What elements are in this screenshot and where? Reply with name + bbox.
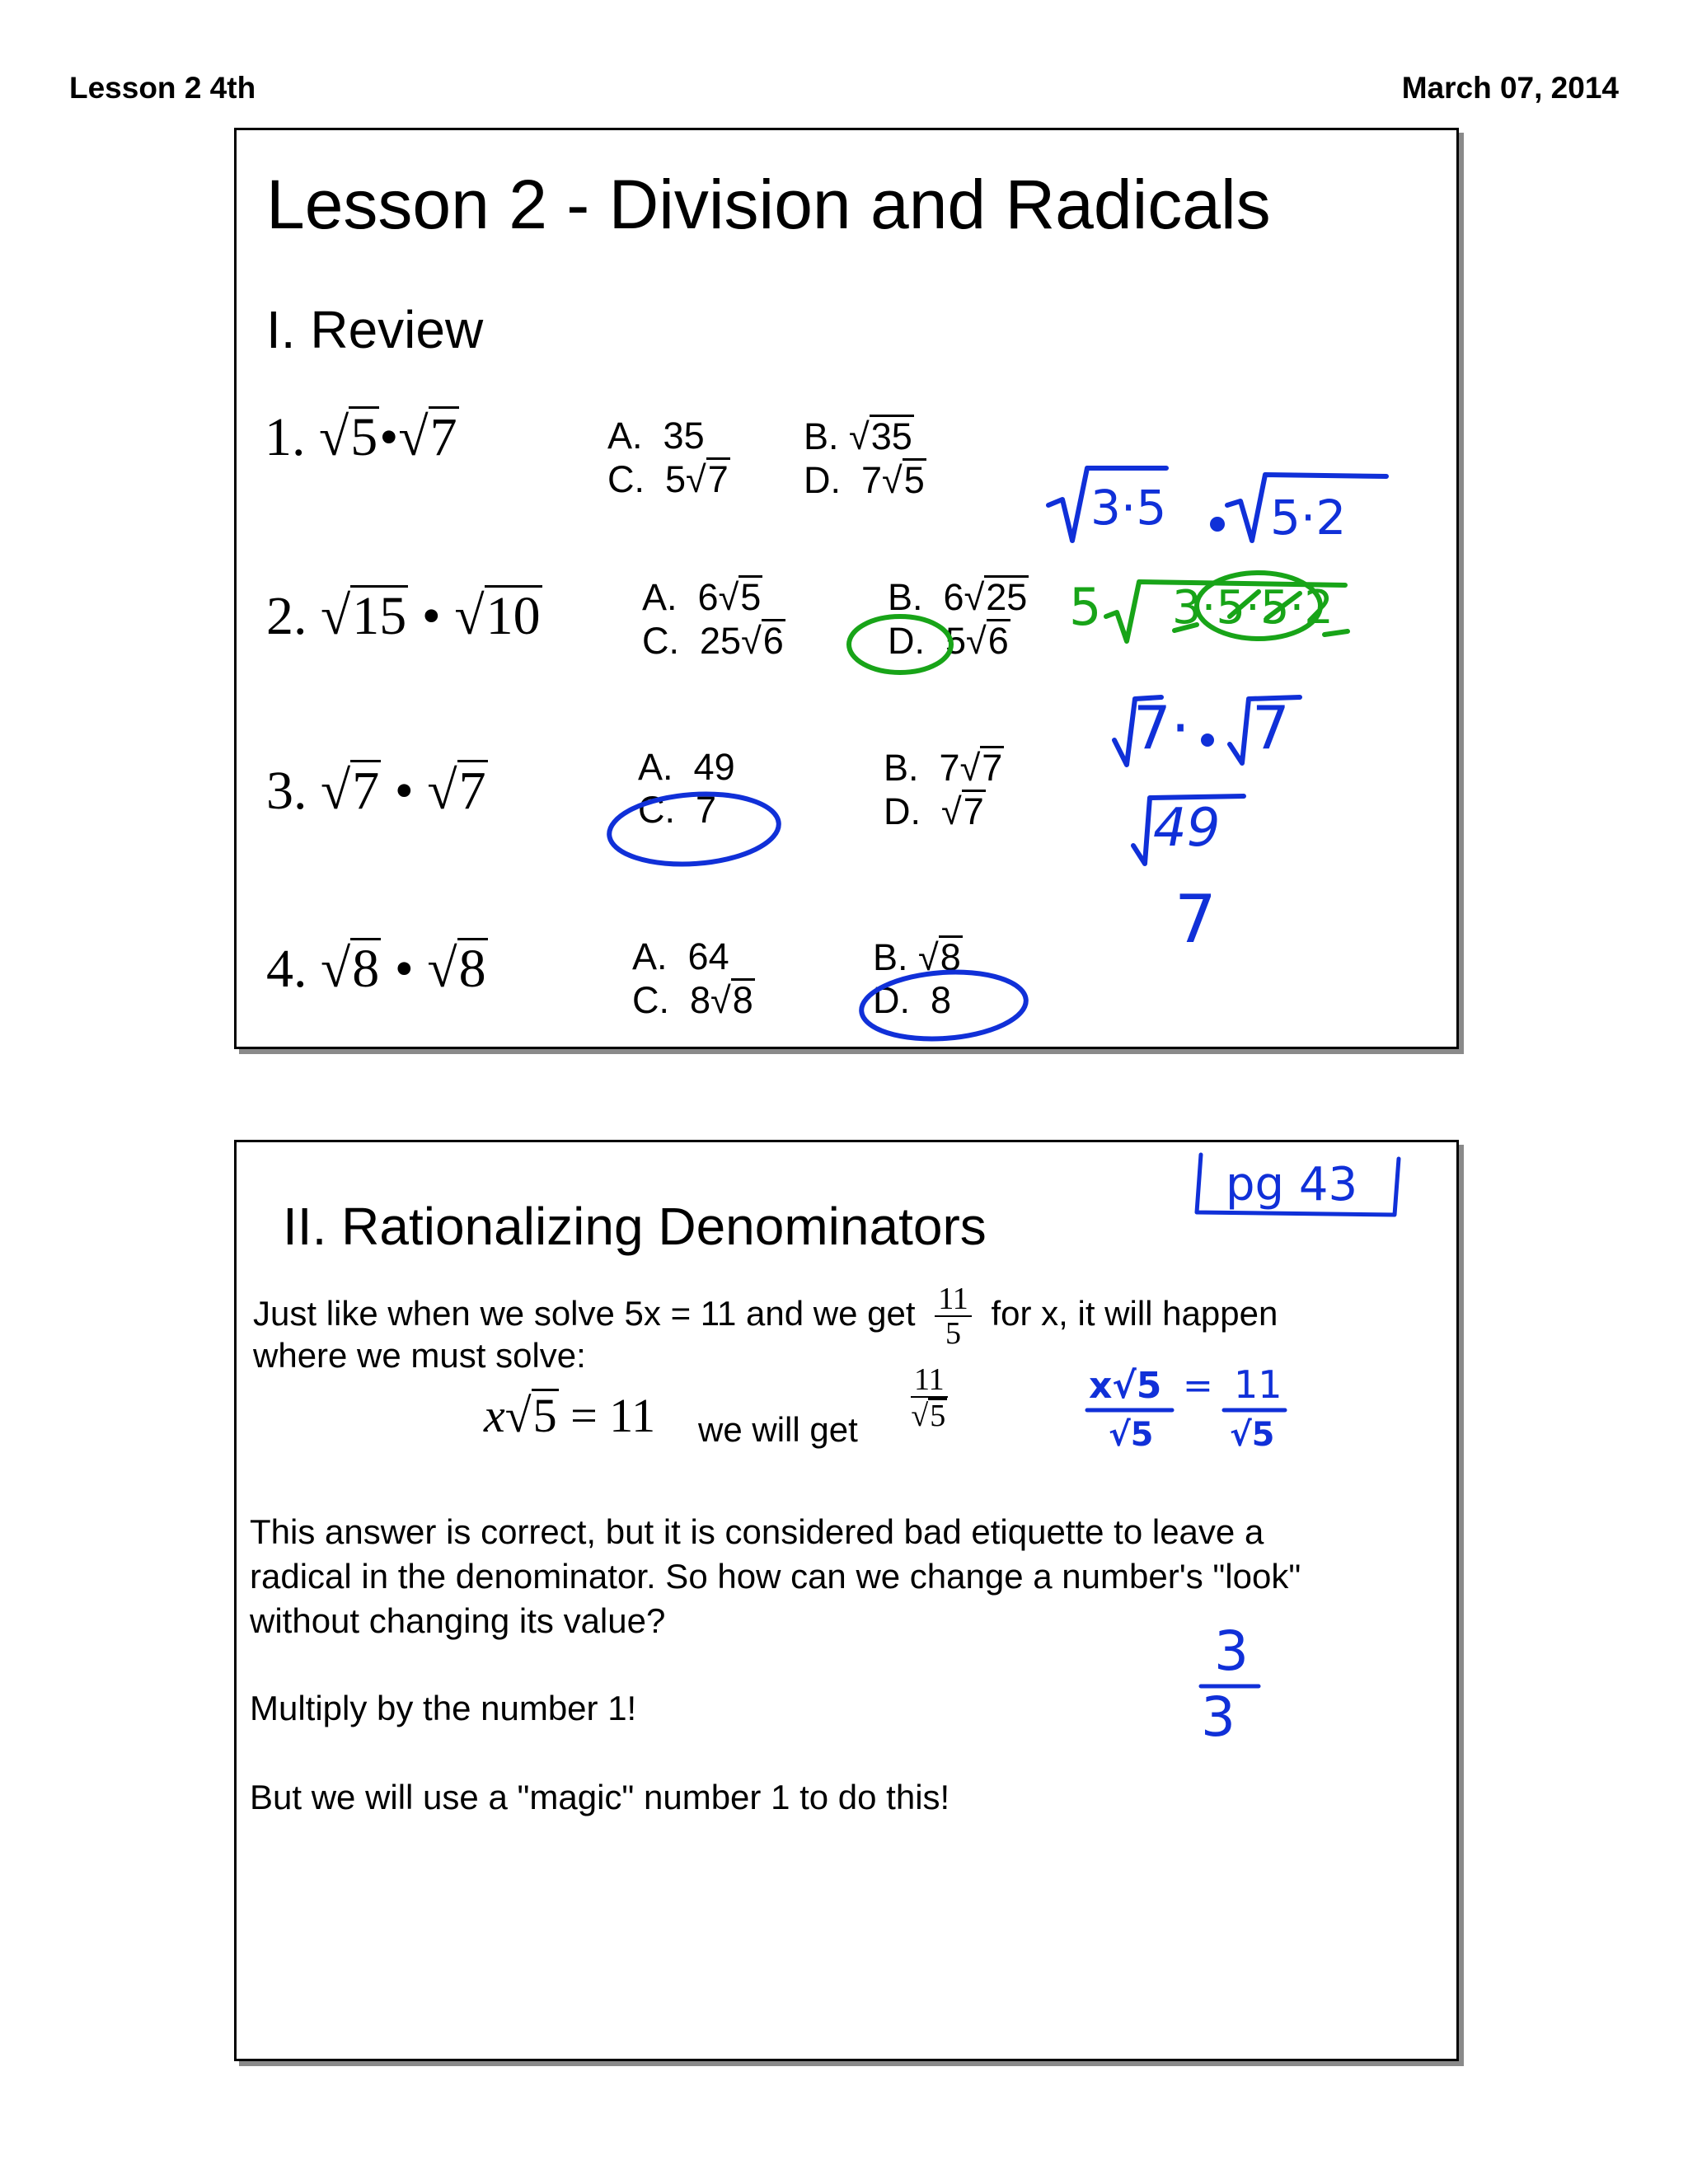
ink-text: 5·2 — [1270, 490, 1347, 546]
slide-review — [234, 128, 1459, 1049]
fraction-11-over-5: $\frac{11}{5}$ — [935, 1282, 972, 1350]
problem-1: 1. √5•√7 — [265, 407, 457, 467]
ink-bracket — [1197, 1155, 1399, 1215]
multiply-dot: • — [379, 407, 399, 467]
slide-rationalizing — [234, 1140, 1459, 2061]
option-b: B. 6√25 — [888, 576, 1028, 618]
paragraph-multiply: Multiply by the number 1! — [250, 1689, 637, 1727]
problem-3: 3. √7 • √7 — [266, 761, 486, 821]
ink-dot — [1212, 519, 1222, 529]
option-d: D. 5√6 — [888, 620, 1009, 662]
ink-text: 5 — [1069, 577, 1102, 637]
ink-radical — [1230, 697, 1300, 763]
paragraph-etiquette: This answer is correct, but it is considered bad etiquette to leave a radical in the denominator. So how can we change a number's "look" without changing its value? — [250, 1512, 1301, 1640]
ink-strike — [1230, 592, 1300, 618]
problem-1-options-ac — [607, 415, 730, 501]
radicand: 5 — [350, 407, 378, 467]
ink-text: pg 43 — [1226, 1158, 1358, 1212]
option-b: B. √8 — [873, 936, 961, 978]
ink-text: 3·5·5·2 — [1172, 581, 1334, 635]
problem-3-options-ac — [638, 746, 735, 832]
answer-circle-green — [1197, 573, 1320, 639]
paragraph-magic: But we will use a "magic" number 1 to do this! — [250, 1778, 950, 1816]
problem-2-options-ac — [642, 575, 785, 663]
option-b: B. √35 — [804, 415, 912, 457]
radicand: 7 — [429, 407, 457, 467]
ink-text: 7 — [1252, 693, 1290, 762]
ink-underline — [1175, 625, 1197, 630]
option-d: D. √7 — [884, 790, 984, 832]
section-heading-review: I. Review — [266, 300, 484, 359]
ink-radical — [1106, 582, 1345, 641]
option-d: D. 7√5 — [804, 459, 925, 501]
header-lesson: Lesson 2 4th — [69, 71, 256, 105]
problem-4-options-bd — [873, 935, 963, 1022]
ink-radical — [1227, 475, 1386, 541]
ink-text: x√5 — [1089, 1365, 1162, 1407]
problem-4-options-ac — [632, 935, 755, 1022]
option-a: A. 6√5 — [642, 576, 762, 618]
section-heading-rationalizing: II. Rationalizing Denominators — [283, 1197, 987, 1256]
ink-radical — [1133, 796, 1244, 864]
intro-line-1: Just like when we solve 5x = 11 and we get $\frac{11}{5}$ for x, it will happen — [253, 1282, 1278, 1351]
option-c: C. 25√6 — [642, 620, 784, 662]
equation: x√5 = 11 — [484, 1389, 656, 1442]
intro-line-2: where we must solve: — [253, 1336, 586, 1375]
option-c: C. 5√7 — [607, 458, 729, 500]
we-will-get-label: we will get — [698, 1410, 858, 1449]
option-a: A. 64 — [632, 935, 729, 977]
ink-radical — [1048, 468, 1166, 541]
ink-text: 7· — [1133, 693, 1190, 762]
problem-4: 4. √8 • √8 — [266, 939, 486, 999]
ink-text: 3 — [1201, 1685, 1236, 1749]
option-d: D. 8 — [873, 979, 952, 1021]
ink-text: 3·5 — [1090, 480, 1167, 536]
header-date: March 07, 2014 — [1401, 71, 1619, 105]
problem-2: 2. √15 • √10 — [266, 586, 541, 646]
fraction-11-over-root5: $\frac{11}{√5}$ — [901, 1363, 958, 1433]
option-a: A. 49 — [638, 746, 735, 788]
ink-text: 11 — [1234, 1362, 1282, 1407]
slide-title: Lesson 2 - Division and Radicals — [266, 166, 1271, 243]
option-c: C. 7 — [638, 789, 717, 831]
problem-number: 1. — [265, 407, 306, 467]
problem-1-options-bd — [804, 415, 926, 502]
option-a: A. 35 — [607, 415, 705, 457]
option-b: B. 7√7 — [884, 747, 1003, 789]
ink-text: √5 — [1230, 1416, 1275, 1454]
problem-3-options-bd — [884, 746, 1004, 833]
ink-text: 49 — [1153, 798, 1221, 859]
ink-text: = — [1183, 1365, 1213, 1407]
ink-dot — [1203, 736, 1212, 744]
ink-radical — [1114, 697, 1161, 765]
problem-2-options-bd — [888, 575, 1029, 663]
ink-text: √5 — [1109, 1416, 1154, 1454]
ink-text: 7 — [1175, 881, 1217, 958]
option-c: C. 8√8 — [632, 979, 753, 1021]
ink-text: 3 — [1214, 1619, 1249, 1683]
ink-underline — [1325, 631, 1348, 635]
